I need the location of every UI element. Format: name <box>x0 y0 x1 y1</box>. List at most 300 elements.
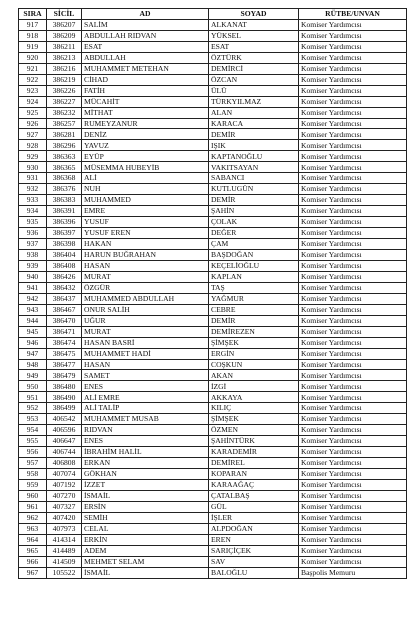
cell-soyad: DEMİREL <box>209 458 299 469</box>
cell-rutbe-unvan: Başpolis Memuru <box>299 567 407 578</box>
cell-sicil: 386383 <box>47 195 82 206</box>
cell-soyad: DEĞER <box>209 228 299 239</box>
cell-sicil: 407973 <box>47 523 82 534</box>
cell-sicil: 386480 <box>47 381 82 392</box>
cell-sicil: 386475 <box>47 348 82 359</box>
table-row <box>19 512 407 523</box>
cell-sira: 924 <box>19 96 47 107</box>
cell-soyad: ÜLÜ <box>209 85 299 96</box>
cell-sira: 932 <box>19 184 47 195</box>
table-row <box>19 239 407 250</box>
cell-sira: 962 <box>19 512 47 523</box>
cell-soyad: KEÇELİOĞLU <box>209 260 299 271</box>
cell-ad: İSMAİL <box>82 567 209 578</box>
table-row <box>19 85 407 96</box>
cell-rutbe-unvan: Komiser Yardımcısı <box>299 403 407 414</box>
cell-rutbe-unvan: Komiser Yardımcısı <box>299 447 407 458</box>
cell-ad: CİHAD <box>82 74 209 85</box>
cell-sicil: 386467 <box>47 304 82 315</box>
header-rutbe-unvan: RÜTBE/UNVAN <box>299 9 407 20</box>
cell-soyad: ALPDOĞAN <box>209 523 299 534</box>
table-row <box>19 370 407 381</box>
cell-sicil: 414314 <box>47 534 82 545</box>
cell-soyad: SAV <box>209 556 299 567</box>
cell-sira: 928 <box>19 140 47 151</box>
cell-sicil: 386232 <box>47 107 82 118</box>
cell-ad: RIDVAN <box>82 425 209 436</box>
cell-ad: ALİ EMRE <box>82 392 209 403</box>
table-row <box>19 545 407 556</box>
table-header-row <box>19 9 407 20</box>
cell-soyad: DEMİR <box>209 315 299 326</box>
cell-ad: SALİM <box>82 19 209 30</box>
cell-sira: 933 <box>19 195 47 206</box>
table-row <box>19 63 407 74</box>
cell-ad: ERSİN <box>82 501 209 512</box>
cell-sira: 926 <box>19 118 47 129</box>
cell-sicil: 407192 <box>47 479 82 490</box>
cell-sira: 952 <box>19 403 47 414</box>
cell-sira: 935 <box>19 217 47 228</box>
table-row <box>19 129 407 140</box>
cell-sira: 940 <box>19 271 47 282</box>
cell-sicil: 407270 <box>47 490 82 501</box>
cell-rutbe-unvan: Komiser Yardımcısı <box>299 41 407 52</box>
table-row <box>19 556 407 567</box>
cell-ad: MÜCAHİT <box>82 96 209 107</box>
cell-soyad: KAPTANOĞLU <box>209 151 299 162</box>
cell-sira: 956 <box>19 447 47 458</box>
cell-soyad: ÇATALBAŞ <box>209 490 299 501</box>
cell-sicil: 386397 <box>47 228 82 239</box>
table-body <box>19 19 407 578</box>
cell-soyad: GÜL <box>209 501 299 512</box>
cell-rutbe-unvan: Komiser Yardımcısı <box>299 151 407 162</box>
table-row <box>19 348 407 359</box>
cell-rutbe-unvan: Komiser Yardımcısı <box>299 523 407 534</box>
cell-rutbe-unvan: Komiser Yardımcısı <box>299 140 407 151</box>
table-row <box>19 30 407 41</box>
cell-sicil: 406596 <box>47 425 82 436</box>
table-row <box>19 206 407 217</box>
cell-ad: ALİ <box>82 173 209 184</box>
table-row <box>19 490 407 501</box>
cell-ad: MUHAMMET HADİ <box>82 348 209 359</box>
cell-rutbe-unvan: Komiser Yardımcısı <box>299 425 407 436</box>
table-row <box>19 41 407 52</box>
cell-rutbe-unvan: Komiser Yardımcısı <box>299 107 407 118</box>
cell-soyad: EREN <box>209 534 299 545</box>
cell-ad: ERKAN <box>82 458 209 469</box>
cell-rutbe-unvan: Komiser Yardımcısı <box>299 52 407 63</box>
cell-ad: İSMAİL <box>82 490 209 501</box>
cell-ad: ABDULLAH <box>82 52 209 63</box>
cell-rutbe-unvan: Komiser Yardımcısı <box>299 556 407 567</box>
cell-sira: 960 <box>19 490 47 501</box>
table-row <box>19 217 407 228</box>
table-row <box>19 228 407 239</box>
cell-rutbe-unvan: Komiser Yardımcısı <box>299 63 407 74</box>
table-row <box>19 479 407 490</box>
cell-ad: ESAT <box>82 41 209 52</box>
table-row <box>19 162 407 173</box>
table-row <box>19 425 407 436</box>
cell-soyad: KAPLAN <box>209 271 299 282</box>
cell-rutbe-unvan: Komiser Yardımcısı <box>299 469 407 480</box>
cell-sicil: 386226 <box>47 85 82 96</box>
cell-rutbe-unvan: Komiser Yardımcısı <box>299 162 407 173</box>
cell-ad: GÖKHAN <box>82 469 209 480</box>
cell-soyad: ÇAM <box>209 239 299 250</box>
cell-ad: ENES <box>82 436 209 447</box>
cell-ad: MUHAMMET METEHAN <box>82 63 209 74</box>
cell-soyad: ÖZTÜRK <box>209 52 299 63</box>
cell-sicil: 407420 <box>47 512 82 523</box>
cell-soyad: ŞAHİNTÜRK <box>209 436 299 447</box>
cell-sicil: 386365 <box>47 162 82 173</box>
cell-rutbe-unvan: Komiser Yardımcısı <box>299 195 407 206</box>
cell-sira: 931 <box>19 173 47 184</box>
cell-soyad: KUTLUGÜN <box>209 184 299 195</box>
cell-ad: MURAT <box>82 271 209 282</box>
cell-sicil: 386391 <box>47 206 82 217</box>
cell-sira: 944 <box>19 315 47 326</box>
cell-sira: 936 <box>19 228 47 239</box>
cell-rutbe-unvan: Komiser Yardımcısı <box>299 260 407 271</box>
cell-rutbe-unvan: Komiser Yardımcısı <box>299 304 407 315</box>
cell-sicil: 386211 <box>47 41 82 52</box>
cell-sira: 917 <box>19 19 47 30</box>
table-row <box>19 436 407 447</box>
table-row <box>19 315 407 326</box>
cell-sicil: 386477 <box>47 359 82 370</box>
cell-sira: 938 <box>19 249 47 260</box>
cell-rutbe-unvan: Komiser Yardımcısı <box>299 479 407 490</box>
cell-sicil: 407327 <box>47 501 82 512</box>
cell-soyad: AKKAYA <box>209 392 299 403</box>
cell-rutbe-unvan: Komiser Yardımcısı <box>299 348 407 359</box>
table-row <box>19 501 407 512</box>
cell-sira: 925 <box>19 107 47 118</box>
cell-soyad: DEMİREZEN <box>209 326 299 337</box>
cell-ad: HASAN BASRİ <box>82 337 209 348</box>
cell-ad: MUHAMMED ABDULLAH <box>82 293 209 304</box>
cell-soyad: KILIÇ <box>209 403 299 414</box>
cell-soyad: ŞAHİN <box>209 206 299 217</box>
cell-sira: 919 <box>19 41 47 52</box>
table-row <box>19 403 407 414</box>
table-row <box>19 107 407 118</box>
cell-soyad: ŞİMŞEK <box>209 414 299 425</box>
table-row <box>19 381 407 392</box>
cell-soyad: İŞLER <box>209 512 299 523</box>
cell-sicil: 386499 <box>47 403 82 414</box>
cell-rutbe-unvan: Komiser Yardımcısı <box>299 545 407 556</box>
table-row <box>19 140 407 151</box>
cell-soyad: VAKITSAYAN <box>209 162 299 173</box>
cell-sira: 921 <box>19 63 47 74</box>
cell-ad: ABDULLAH RIDVAN <box>82 30 209 41</box>
table-row <box>19 523 407 534</box>
cell-rutbe-unvan: Komiser Yardımcısı <box>299 293 407 304</box>
cell-rutbe-unvan: Komiser Yardımcısı <box>299 30 407 41</box>
cell-rutbe-unvan: Komiser Yardımcısı <box>299 501 407 512</box>
cell-soyad: BAŞDOĞAN <box>209 249 299 260</box>
table-row <box>19 326 407 337</box>
cell-sira: 961 <box>19 501 47 512</box>
cell-ad: EYÜP <box>82 151 209 162</box>
table-row <box>19 392 407 403</box>
cell-ad: RUMEYZANUR <box>82 118 209 129</box>
cell-sicil: 386396 <box>47 217 82 228</box>
cell-rutbe-unvan: Komiser Yardımcısı <box>299 96 407 107</box>
cell-rutbe-unvan: Komiser Yardımcısı <box>299 206 407 217</box>
cell-rutbe-unvan: Komiser Yardımcısı <box>299 239 407 250</box>
cell-soyad: İZGİ <box>209 381 299 392</box>
header-sira: SIRA <box>19 9 47 20</box>
cell-ad: HARUN BUĞRAHAN <box>82 249 209 260</box>
cell-sicil: 386437 <box>47 293 82 304</box>
cell-sicil: 386368 <box>47 173 82 184</box>
cell-sira: 949 <box>19 370 47 381</box>
cell-sira: 958 <box>19 469 47 480</box>
cell-sira: 927 <box>19 129 47 140</box>
cell-sira: 929 <box>19 151 47 162</box>
cell-sicil: 406647 <box>47 436 82 447</box>
cell-soyad: TÜRKYILMAZ <box>209 96 299 107</box>
cell-sira: 941 <box>19 282 47 293</box>
cell-sira: 967 <box>19 567 47 578</box>
table-row <box>19 184 407 195</box>
cell-sicil: 386227 <box>47 96 82 107</box>
cell-rutbe-unvan: Komiser Yardımcısı <box>299 74 407 85</box>
cell-rutbe-unvan: Komiser Yardımcısı <box>299 228 407 239</box>
cell-rutbe-unvan: Komiser Yardımcısı <box>299 19 407 30</box>
cell-soyad: BALOĞLU <box>209 567 299 578</box>
cell-sicil: 105522 <box>47 567 82 578</box>
cell-sira: 951 <box>19 392 47 403</box>
table-row <box>19 282 407 293</box>
cell-sicil: 386474 <box>47 337 82 348</box>
cell-sicil: 386398 <box>47 239 82 250</box>
cell-sicil: 386490 <box>47 392 82 403</box>
cell-ad: UĞUR <box>82 315 209 326</box>
cell-soyad: DEMİR <box>209 129 299 140</box>
cell-sicil: 386376 <box>47 184 82 195</box>
cell-sicil: 414489 <box>47 545 82 556</box>
table-row <box>19 271 407 282</box>
cell-soyad: SABANCI <box>209 173 299 184</box>
cell-ad: MUHAMMET MUSAB <box>82 414 209 425</box>
cell-sicil: 407074 <box>47 469 82 480</box>
cell-soyad: ALKANAT <box>209 19 299 30</box>
cell-rutbe-unvan: Komiser Yardımcısı <box>299 85 407 96</box>
cell-sicil: 386432 <box>47 282 82 293</box>
cell-sicil: 386213 <box>47 52 82 63</box>
cell-sira: 963 <box>19 523 47 534</box>
table-row <box>19 195 407 206</box>
cell-ad: İZZET <box>82 479 209 490</box>
cell-soyad: YAĞMUR <box>209 293 299 304</box>
cell-sicil: 386470 <box>47 315 82 326</box>
cell-rutbe-unvan: Komiser Yardımcısı <box>299 282 407 293</box>
cell-ad: YUSUF EREN <box>82 228 209 239</box>
cell-ad: ERKİN <box>82 534 209 545</box>
cell-sicil: 386426 <box>47 271 82 282</box>
cell-ad: MEHMET SELAM <box>82 556 209 567</box>
personnel-table <box>18 8 407 579</box>
cell-sira: 954 <box>19 425 47 436</box>
cell-sicil: 386471 <box>47 326 82 337</box>
table-row <box>19 534 407 545</box>
cell-sira: 939 <box>19 260 47 271</box>
cell-ad: SEMİH <box>82 512 209 523</box>
cell-ad: YAVUZ <box>82 140 209 151</box>
cell-soyad: KARADEMİR <box>209 447 299 458</box>
table-row <box>19 96 407 107</box>
table-row <box>19 249 407 260</box>
table-row <box>19 304 407 315</box>
cell-sira: 946 <box>19 337 47 348</box>
cell-ad: MİTHAT <box>82 107 209 118</box>
header-soyad: SOYAD <box>209 9 299 20</box>
cell-sicil: 386219 <box>47 74 82 85</box>
cell-sira: 942 <box>19 293 47 304</box>
cell-soyad: ERGİN <box>209 348 299 359</box>
cell-soyad: DEMİRCİ <box>209 63 299 74</box>
cell-rutbe-unvan: Komiser Yardımcısı <box>299 392 407 403</box>
table-row <box>19 414 407 425</box>
cell-rutbe-unvan: Komiser Yardımcısı <box>299 217 407 228</box>
cell-soyad: AKAN <box>209 370 299 381</box>
cell-rutbe-unvan: Komiser Yardımcısı <box>299 490 407 501</box>
cell-ad: MÜSEMMA HUBEYİB <box>82 162 209 173</box>
cell-ad: ONUR SALİH <box>82 304 209 315</box>
cell-ad: HAKAN <box>82 239 209 250</box>
cell-sicil: 406808 <box>47 458 82 469</box>
cell-rutbe-unvan: Komiser Yardımcısı <box>299 173 407 184</box>
cell-ad: ALİ TALİP <box>82 403 209 414</box>
cell-sira: 943 <box>19 304 47 315</box>
cell-sira: 934 <box>19 206 47 217</box>
cell-sicil: 386408 <box>47 260 82 271</box>
cell-rutbe-unvan: Komiser Yardımcısı <box>299 512 407 523</box>
cell-sicil: 386479 <box>47 370 82 381</box>
cell-soyad: KOPARAN <box>209 469 299 480</box>
cell-rutbe-unvan: Komiser Yardımcısı <box>299 381 407 392</box>
cell-sira: 922 <box>19 74 47 85</box>
table-row <box>19 173 407 184</box>
cell-rutbe-unvan: Komiser Yardımcısı <box>299 534 407 545</box>
cell-ad: SAMET <box>82 370 209 381</box>
header-ad: AD <box>82 9 209 20</box>
cell-soyad: ÖZCAN <box>209 74 299 85</box>
cell-ad: YUSUF <box>82 217 209 228</box>
cell-sira: 948 <box>19 359 47 370</box>
cell-ad: MURAT <box>82 326 209 337</box>
cell-ad: İBRAHİM HALİL <box>82 447 209 458</box>
table-row <box>19 151 407 162</box>
cell-sicil: 406744 <box>47 447 82 458</box>
cell-ad: FATİH <box>82 85 209 96</box>
cell-sira: 920 <box>19 52 47 63</box>
cell-rutbe-unvan: Komiser Yardımcısı <box>299 326 407 337</box>
cell-sira: 959 <box>19 479 47 490</box>
cell-sira: 965 <box>19 545 47 556</box>
cell-ad: ÖZGÜR <box>82 282 209 293</box>
cell-sira: 955 <box>19 436 47 447</box>
cell-sira: 945 <box>19 326 47 337</box>
cell-ad: ENES <box>82 381 209 392</box>
cell-sira: 918 <box>19 30 47 41</box>
cell-sicil: 386281 <box>47 129 82 140</box>
cell-rutbe-unvan: Komiser Yardımcısı <box>299 359 407 370</box>
cell-rutbe-unvan: Komiser Yardımcısı <box>299 436 407 447</box>
cell-sicil: 414509 <box>47 556 82 567</box>
cell-soyad: COŞKUN <box>209 359 299 370</box>
cell-ad: CELAL <box>82 523 209 534</box>
cell-sira: 957 <box>19 458 47 469</box>
cell-ad: HASAN <box>82 260 209 271</box>
cell-soyad: ALAN <box>209 107 299 118</box>
table-row <box>19 118 407 129</box>
cell-sira: 953 <box>19 414 47 425</box>
cell-soyad: SARIÇİÇEK <box>209 545 299 556</box>
cell-soyad: CEBRE <box>209 304 299 315</box>
cell-sira: 964 <box>19 534 47 545</box>
cell-sicil: 386216 <box>47 63 82 74</box>
cell-soyad: ÇOLAK <box>209 217 299 228</box>
cell-sira: 966 <box>19 556 47 567</box>
cell-soyad: KARACA <box>209 118 299 129</box>
cell-sira: 937 <box>19 239 47 250</box>
cell-ad: NUH <box>82 184 209 195</box>
cell-ad: ADEM <box>82 545 209 556</box>
cell-soyad: YÜKSEL <box>209 30 299 41</box>
cell-sicil: 386257 <box>47 118 82 129</box>
cell-ad: DENİZ <box>82 129 209 140</box>
cell-rutbe-unvan: Komiser Yardımcısı <box>299 414 407 425</box>
cell-sira: 930 <box>19 162 47 173</box>
cell-soyad: KARAAĞAÇ <box>209 479 299 490</box>
cell-soyad: TAŞ <box>209 282 299 293</box>
cell-soyad: ÖZMEN <box>209 425 299 436</box>
cell-sicil: 386296 <box>47 140 82 151</box>
cell-rutbe-unvan: Komiser Yardımcısı <box>299 249 407 260</box>
table-row <box>19 19 407 30</box>
cell-rutbe-unvan: Komiser Yardımcısı <box>299 184 407 195</box>
cell-sicil: 386363 <box>47 151 82 162</box>
header-sicil: SİCİL <box>47 9 82 20</box>
cell-soyad: IŞIK <box>209 140 299 151</box>
table-row <box>19 447 407 458</box>
table-row <box>19 52 407 63</box>
table-row <box>19 469 407 480</box>
cell-ad: MUHAMMED <box>82 195 209 206</box>
cell-rutbe-unvan: Komiser Yardımcısı <box>299 337 407 348</box>
cell-sicil: 386207 <box>47 19 82 30</box>
cell-sicil: 386209 <box>47 30 82 41</box>
table-row <box>19 359 407 370</box>
cell-sira: 950 <box>19 381 47 392</box>
cell-rutbe-unvan: Komiser Yardımcısı <box>299 315 407 326</box>
cell-rutbe-unvan: Komiser Yardımcısı <box>299 271 407 282</box>
table-row <box>19 260 407 271</box>
table-row <box>19 74 407 85</box>
cell-rutbe-unvan: Komiser Yardımcısı <box>299 458 407 469</box>
cell-ad: EMRE <box>82 206 209 217</box>
cell-rutbe-unvan: Komiser Yardımcısı <box>299 370 407 381</box>
